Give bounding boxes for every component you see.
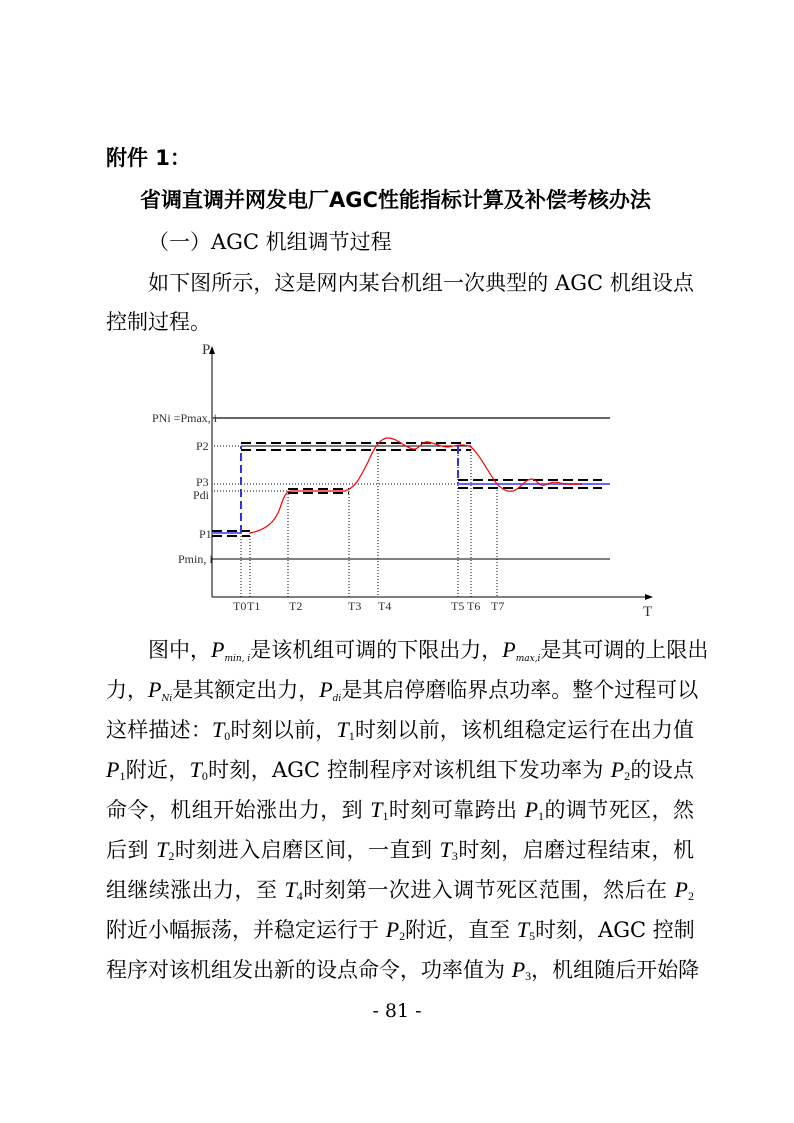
body-line [106,916,694,950]
variable-subscript: 2 [687,889,694,903]
x-axis-label: T [643,604,653,620]
body-line [106,636,709,673]
pdi-label: Pdi [193,488,210,502]
variable-symbol: P [211,637,225,662]
math-variable [675,878,694,902]
body-line [106,676,699,713]
text-run: 时刻进入启磨区间，一直到 [174,838,440,862]
pmin-label: Pmin, i [178,552,213,566]
t2-label: T2 [289,599,303,613]
text-run: 时刻，AGC 控制程序对该机组下发功率为 [207,758,611,782]
text-run: 时刻，AGC 控制 [535,918,695,942]
text-run: 时刻可靠跨出 [388,798,525,822]
text-run: 时刻，启磨过程结束，机 [457,838,694,862]
variable-symbol: T [370,797,383,822]
variable-subscript: di [332,694,342,704]
text-run: 力， [106,678,148,702]
variable-subscript: 1 [382,809,389,823]
t7-label: T7 [491,599,505,613]
text-run: 时刻以前， [230,718,337,742]
text-run: 附近，直至 [405,918,517,942]
text-run: 是其启停磨临界点功率。整个过程可以 [341,678,699,702]
variable-symbol: P [385,917,400,942]
p2-label: P2 [196,439,209,453]
text-run: 的调节死区，然 [544,798,694,822]
math-variable [285,878,303,902]
math-variable [156,838,174,862]
text-run: 组继续涨出力，至 [106,878,285,902]
p1-label: P1 [199,527,212,541]
variable-subscript: 2 [168,849,175,863]
pmax-label: PNi =Pmax, i [152,411,218,425]
variable-symbol: P [106,757,120,782]
t4-label: T4 [378,599,392,613]
text-run: 是其额定出力， [172,678,320,702]
math-variable [337,718,355,742]
t1-label: T1 [247,599,261,613]
variable-symbol: P [511,957,526,982]
variable-symbol: P [610,757,625,782]
document-title: 省调直调并网发电厂AGC性能指标计算及补偿考核办法 [140,188,651,212]
math-variable [517,918,535,942]
variable-subscript: max,i [515,654,541,664]
variable-subscript: 0 [224,729,231,743]
variable-subscript: 1 [538,809,545,823]
text-run: 附近小幅振荡，并稳定运行于 [106,918,386,942]
math-variable [190,758,208,782]
text-run: 后到 [106,838,157,862]
unit-output-curve [250,438,582,533]
variable-subscript: 1 [119,769,126,783]
body-line [106,716,694,750]
p3-label: P3 [196,475,209,489]
variable-symbol: P [674,877,688,902]
text-run: 附近， [125,758,190,782]
math-variable [386,918,405,942]
variable-symbol: T [439,837,452,862]
text-run: 这样描述： [106,718,213,742]
section-heading: （一）AGC 机组调节过程 [148,230,392,254]
variable-subscript: 2 [399,929,406,943]
math-variable [319,678,341,702]
math-variable [211,638,250,662]
variable-symbol: T [336,717,349,742]
math-variable [525,798,544,822]
dead-bands [212,443,602,536]
variable-subscript: 3 [451,849,458,863]
variable-symbol: T [189,757,202,782]
text-run: 是该机组可调的下限出力， [250,638,503,662]
variable-subscript: 0 [201,769,208,783]
body-line [106,796,694,830]
t6-label: T6 [467,599,481,613]
x-labels [233,599,504,613]
page-number: - 81 - [372,1000,422,1022]
text-run: 时刻第一次进入调节死区范围，然后在 [302,878,675,902]
variable-subscript: 3 [525,969,532,983]
math-variable [370,798,388,822]
attachment-label: 附件 1： [106,146,191,170]
body-line [106,876,694,910]
variable-subscript: Ni [161,694,173,704]
variable-subscript: 2 [624,769,631,783]
math-variable [611,758,630,782]
intro-line: 控制过程。 [106,310,211,334]
variable-symbol: P [502,637,516,662]
body-line [106,836,694,870]
text-run: ，机组随后开始降 [531,958,700,982]
t3-label: T3 [348,599,362,613]
y-labels [152,411,218,566]
intro-line: 如下图所示，这是网内某台机组一次典型的 AGC 机组设点 [148,271,694,295]
variable-subscript: 1 [348,729,355,743]
text-run: 的设点 [630,758,695,782]
y-axis-label: P [202,342,211,358]
variable-symbol: T [284,877,297,902]
body-line [106,756,694,790]
variable-symbol: T [516,917,530,942]
setpoint-command [212,446,610,533]
variable-subscript: 5 [529,929,536,943]
math-variable [512,958,531,982]
variable-subscript: min, i [224,654,251,664]
body-line [106,956,700,990]
guide-lines [214,446,497,597]
text-run: 命令，机组开始涨出力，到 [106,798,371,822]
math-variable [212,718,230,742]
variable-subscript: 4 [296,889,303,903]
text-run: 程序对该机组发出新的设点命令，功率值为 [106,958,512,982]
text-run: 图中， [148,638,211,662]
variable-symbol: T [156,837,169,862]
variable-symbol: P [524,797,539,822]
math-variable [148,678,172,702]
math-variable [106,758,125,782]
variable-symbol: P [148,677,162,702]
variable-symbol: T [212,717,225,742]
variable-symbol: P [319,677,333,702]
math-variable [440,838,458,862]
text-run: 是其可调的上限出 [540,638,709,662]
math-variable [502,638,540,662]
t5-label: T5 [451,599,465,613]
t0-label: T0 [233,599,247,613]
text-run: 时刻以前，该机组稳定运行在出力值 [354,718,695,742]
